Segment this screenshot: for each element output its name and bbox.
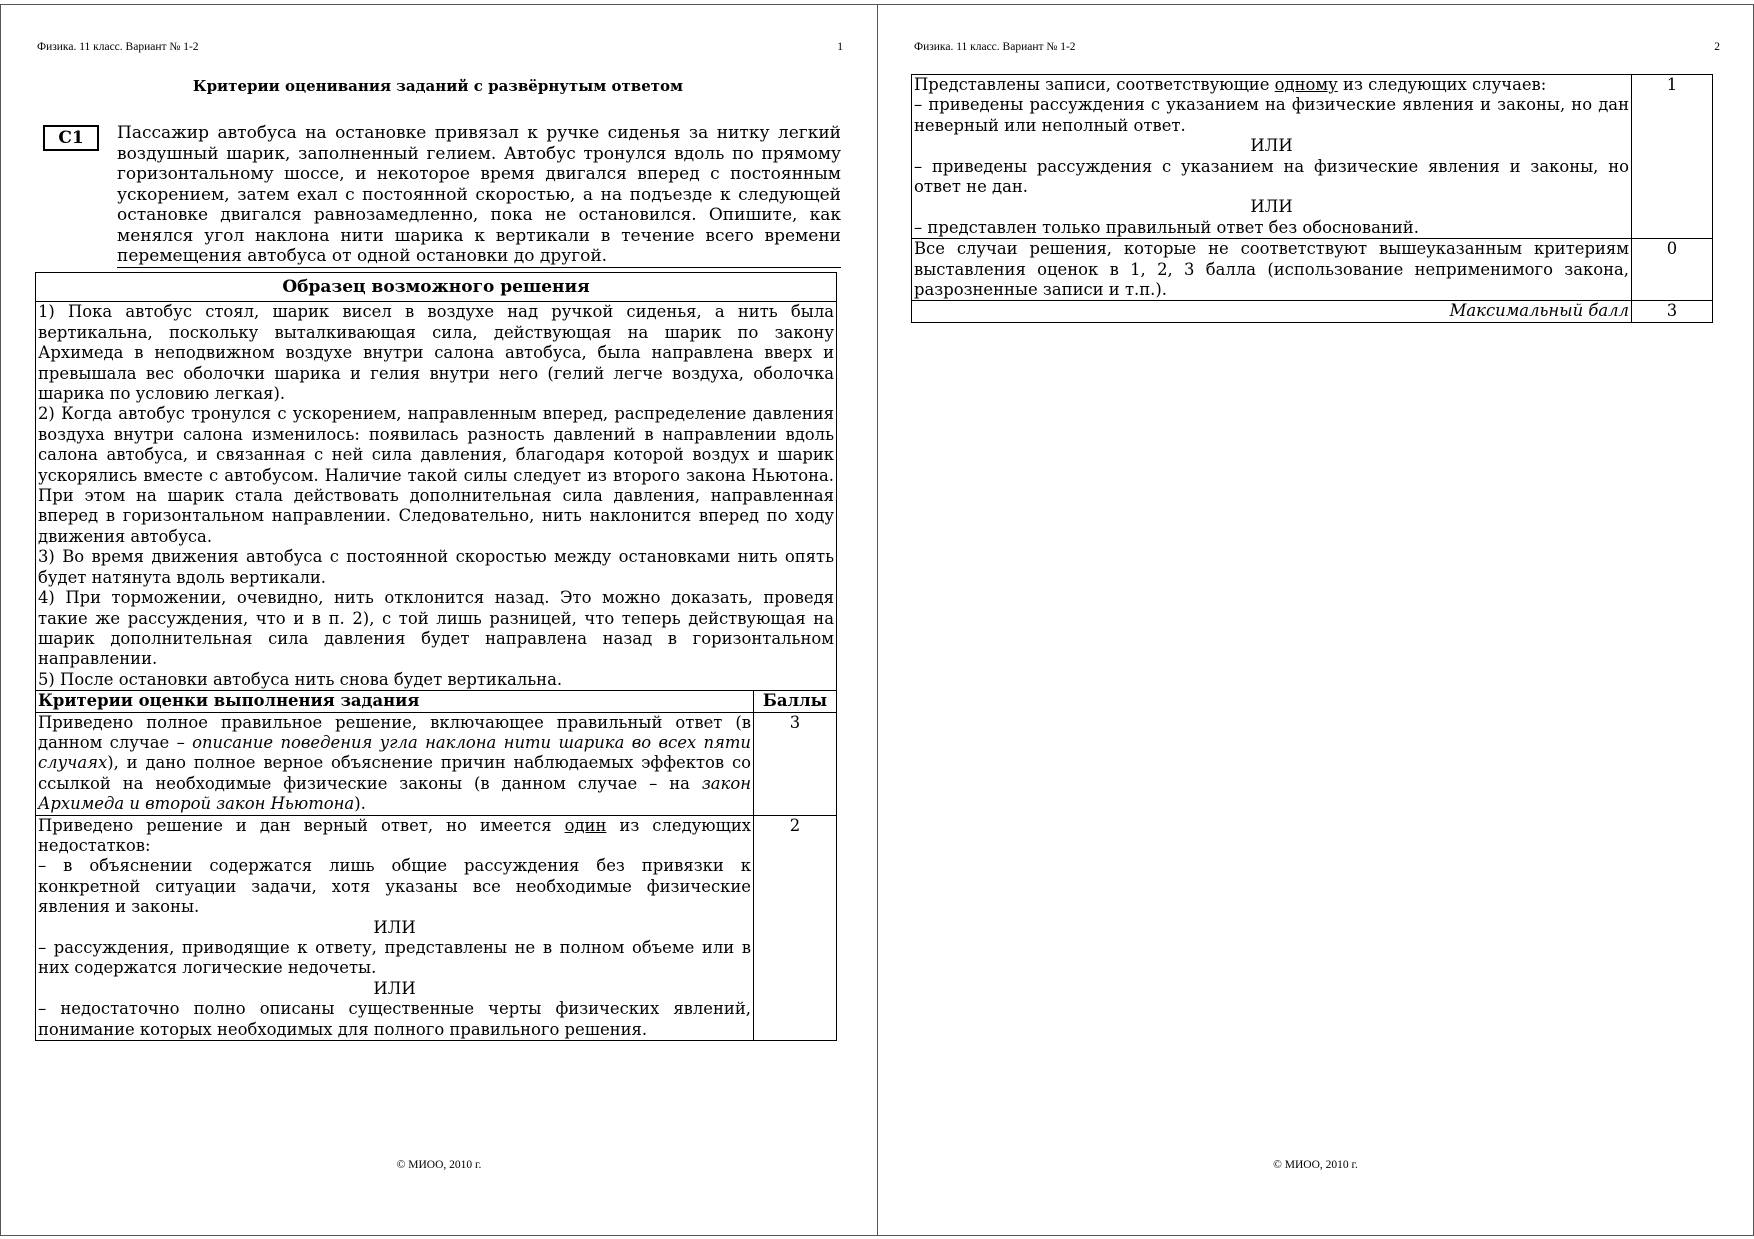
criteria-row-1-or1: ИЛИ xyxy=(1250,136,1293,156)
criteria-row-1-t1: Представлены записи, соответствующие xyxy=(914,75,1275,94)
criteria-row-3-score: 3 xyxy=(754,712,837,815)
criteria-header-label: Критерии оценки выполнения задания xyxy=(36,691,754,712)
criteria-row-0-text: Все случаи решения, которые не соответствуют вышеуказанным критериям выставления оценок в 1, 2, 3 балла (использование неприменимого закона, разрозненные записи и т.п.). xyxy=(912,239,1632,301)
criteria-row-2-or1: ИЛИ xyxy=(373,917,416,937)
footer-copyright: © МИОО, 2010 г. xyxy=(1273,1159,1358,1171)
criteria-row-2-score: 2 xyxy=(754,815,837,1040)
criteria-row-3-t4: закон Архимеда и второй закон Ньютона xyxy=(38,773,751,814)
running-head-text: Физика. 11 класс. Вариант № 1-2 xyxy=(37,41,199,53)
criteria-row-3-t1: Приведено полное правильное решение, включающее правильный ответ (в данном случае – xyxy=(38,712,751,752)
running-head-text: Физика. 11 класс. Вариант № 1-2 xyxy=(914,41,1076,53)
criteria-row-1-score: 1 xyxy=(1632,75,1713,239)
solution-point-4: 4) При торможении, очевидно, нить отклонится назад. Это можно доказать, проведя такие же рассуждения, что и в п. 2), с той лишь разницей, что теперь действующая на шарик дополнительная сила давления будет направлена назад в горизонтальном направлении. xyxy=(38,588,834,669)
criteria-row-3 xyxy=(36,712,837,815)
page-number: 2 xyxy=(1714,41,1720,53)
solution-point-1: 1) Пока автобус стоял, шарик висел в воздухе над ручкой сиденья, а нить была вертикальна, поскольку выталкивающая сила, действующая на шарик по закону Архимеда в неподвижном воздухе внутри салона автобуса, была направлена вверх и превышала вес оболочки шарика и гелия внутри него (гелий легче воздуха, оболочка шарика по условию легкая). xyxy=(38,302,834,404)
criteria-table-continued xyxy=(911,74,1713,323)
page-title: Критерии оценивания заданий с развёрнутым ответом xyxy=(192,77,684,95)
criteria-row-2-or2: ИЛИ xyxy=(373,978,416,998)
solution-header: Образец возможного решения xyxy=(36,273,837,302)
criteria-row-2-t3: из следующих недостатков: xyxy=(38,815,751,855)
page-2 xyxy=(877,4,1754,1236)
solution-body xyxy=(36,302,837,691)
criteria-row-2-d1: – в объяснении содержатся лишь общие рассуждения без привязки к конкретной ситуации задачи, хотя указаны все необходимые физические явления и законы. xyxy=(38,856,751,917)
criteria-row-2-t2: один xyxy=(564,815,607,835)
max-score-row xyxy=(912,301,1713,322)
max-score-label: Максимальный балл xyxy=(912,301,1632,322)
page-number: 1 xyxy=(837,41,843,53)
criteria-row-3-t5: ). xyxy=(354,794,366,814)
max-score-value: 3 xyxy=(1632,301,1713,322)
criteria-row-2-d3: – недостаточно полно описаны существенные черты физических явлений, понимание которых необходимых для полного правильного решения. xyxy=(38,999,751,1039)
solution-point-5: 5) После остановки автобуса нить снова будет вертикальна. xyxy=(38,669,563,689)
criteria-row-3-text xyxy=(36,712,754,815)
criteria-row-1-d1: – приведены рассуждения с указанием на физические явления и законы, но дан неверный или неполный ответ. xyxy=(914,95,1629,135)
criteria-header-score: Баллы xyxy=(754,691,837,712)
running-head xyxy=(37,41,843,53)
criteria-row-1-t2: одному xyxy=(1274,75,1338,94)
criteria-header-row xyxy=(36,691,837,712)
criteria-row-1-text xyxy=(912,75,1632,239)
solution-table xyxy=(35,272,837,1041)
running-head xyxy=(914,41,1720,53)
criteria-row-2 xyxy=(36,815,837,1040)
page-1 xyxy=(0,4,878,1236)
task-c1 xyxy=(43,123,841,268)
task-number-box: С1 xyxy=(43,125,99,151)
criteria-row-1-d2: – приведены рассуждения с указанием на физические явления и законы, но ответ не дан. xyxy=(914,156,1629,197)
solution-body-row xyxy=(36,302,837,691)
criteria-row-2-t1: Приведено решение и дан верный ответ, но имеется xyxy=(38,815,565,835)
criteria-row-1-d3: – представлен только правильный ответ без обоснований. xyxy=(914,217,1419,237)
criteria-row-2-d2: – рассуждения, приводящие к ответу, представлены не в полном объеме или в них содержатся логические недочеты. xyxy=(38,938,751,978)
footer-copyright: © МИОО, 2010 г. xyxy=(396,1159,482,1171)
criteria-row-2-text xyxy=(36,815,754,1040)
criteria-row-3-t3: ), и дано полное верное объяснение причин наблюдаемых эффектов со ссылкой на необходимые физические законы (в данном случае – на xyxy=(38,753,751,793)
criteria-row-1-intro xyxy=(914,75,1629,95)
criteria-row-1-t3: из следующих случаев: xyxy=(1337,75,1547,94)
criteria-row-0 xyxy=(912,239,1713,301)
task-text: Пассажир автобуса на остановке привязал к ручке сиденья за нитку легкий воздушный шарик, заполненный гелием. Автобус тронулся вдоль по прямому горизонтальному шоссе, и некоторое время двигался вперед с постоянным ускорением, затем ехал с постоянной скоростью, а на подъезде к следующей остановке двигался равнозамедленно, пока не остановился. Опишите, как менялся угол наклона нити шарика к вертикали в течение всего времени перемещения автобуса от одной остановки до другой. xyxy=(117,123,841,266)
solution-point-3: 3) Во время движения автобуса с постоянной скоростью между остановками нить опять будет натянута вдоль вертикали. xyxy=(38,547,834,587)
solution-point-2: 2) Когда автобус тронулся с ускорением, направленным вперед, распределение давления воздуха внутри салона изменилось: появилась разность давлений в направлении вдоль салона автобуса, и связанная с ней сила давления, благодаря которой воздух и шарик ускорялись вместе с автобусом. Наличие такой силы следует из второго закона Ньютона. При этом на шарик стала действовать дополнительная сила давления, направленная вперед в горизонтальном направлении. Следовательно, нить наклонится вперед по ходу движения автобуса. xyxy=(38,404,834,546)
criteria-row-0-score: 0 xyxy=(1632,239,1713,301)
criteria-row-1 xyxy=(912,75,1713,239)
criteria-row-2-intro xyxy=(38,816,751,857)
criteria-row-1-or2: ИЛИ xyxy=(1250,197,1293,217)
criteria-row-3-t2: описание поведения угла наклона нити шарика во всех пяти случаях xyxy=(38,732,751,773)
solution-header-row xyxy=(36,273,837,302)
